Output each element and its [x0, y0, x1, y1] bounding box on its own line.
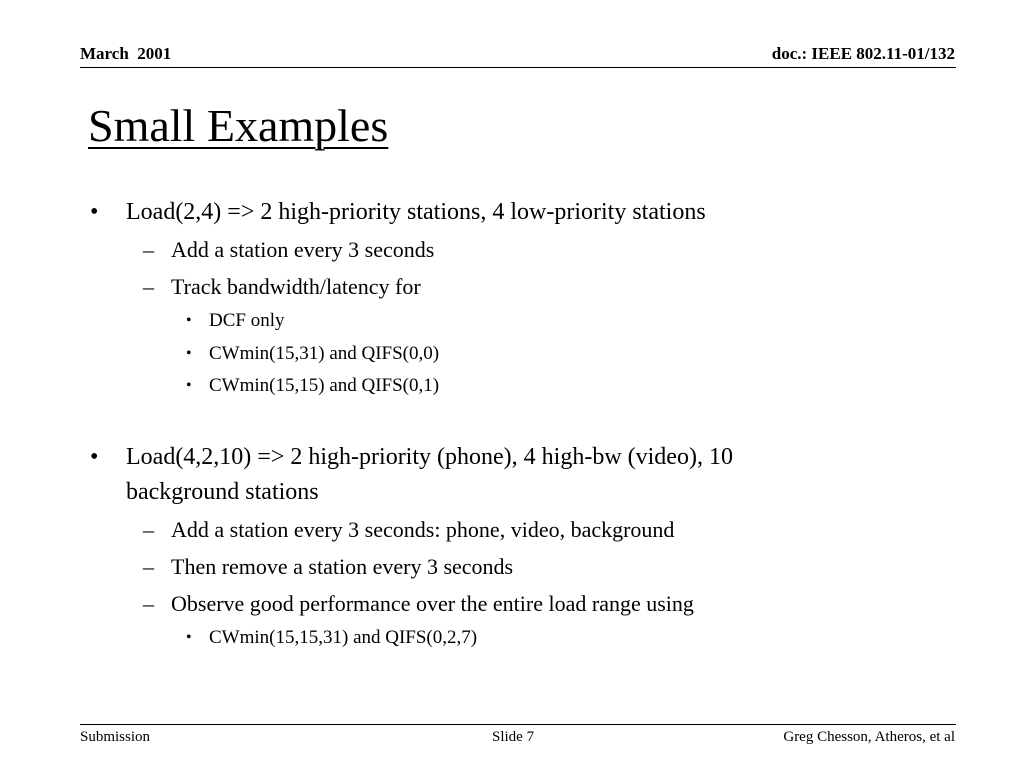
bullet-marker: • [186, 345, 192, 362]
footer-divider [80, 724, 956, 725]
dash-marker: – [143, 554, 154, 579]
dash-marker: – [143, 517, 154, 542]
bullet-continuation [126, 475, 319, 509]
sub-bullet-item [143, 589, 694, 619]
header-doc-id: doc.: IEEE 802.11-01/132 [771, 44, 955, 63]
bullet-item [90, 440, 733, 474]
sub-bullet-text: Observe good performance over the entire load range using [171, 591, 694, 616]
bullet-text: background stations [126, 479, 319, 505]
sub-sub-bullet-item [186, 625, 478, 651]
sub-bullet-text: Track bandwidth/latency for [171, 274, 421, 299]
slide-title: Small Examples [88, 100, 389, 151]
bullet-item [90, 195, 706, 229]
sub-bullet-item [143, 235, 435, 265]
sub-bullet-text: Add a station every 3 seconds: phone, video, background [171, 517, 675, 542]
sub-sub-bullet-text: CWmin(15,15) and QIFS(0,1) [209, 375, 440, 396]
sub-bullet-text: Then remove a station every 3 seconds [171, 554, 514, 579]
sub-bullet-item [143, 515, 675, 545]
dash-marker: – [143, 591, 154, 616]
sub-sub-bullet-item [186, 341, 440, 367]
sub-sub-bullet-item [186, 308, 285, 334]
bullet-marker: • [90, 199, 99, 225]
sub-bullet-item [143, 272, 421, 302]
sub-sub-bullet-text: CWmin(15,31) and QIFS(0,0) [209, 343, 440, 364]
bullet-marker: • [90, 444, 99, 470]
footer-author: Greg Chesson, Atheros, et al [783, 729, 955, 745]
dash-marker: – [143, 274, 154, 299]
bullet-marker: • [186, 312, 192, 329]
header-divider [80, 67, 956, 68]
sub-bullet-item [143, 552, 514, 582]
dash-marker: – [143, 237, 154, 262]
footer-submission: Submission [80, 729, 151, 745]
bullet-text: Load(2,4) => 2 high-priority stations, 4 low-priority stations [126, 199, 706, 225]
header-date: March 2001 [80, 44, 172, 63]
footer-slide-number: Slide 7 [492, 729, 535, 745]
sub-sub-bullet-text: DCF only [209, 310, 285, 331]
bullet-marker: • [186, 377, 192, 394]
sub-bullet-text: Add a station every 3 seconds [171, 237, 435, 262]
sub-sub-bullet-text: CWmin(15,15,31) and QIFS(0,2,7) [209, 627, 478, 648]
bullet-text: Load(4,2,10) => 2 high-priority (phone), 4 high-bw (video), 10 [126, 444, 733, 470]
bullet-marker: • [186, 629, 192, 646]
sub-sub-bullet-item [186, 373, 440, 399]
